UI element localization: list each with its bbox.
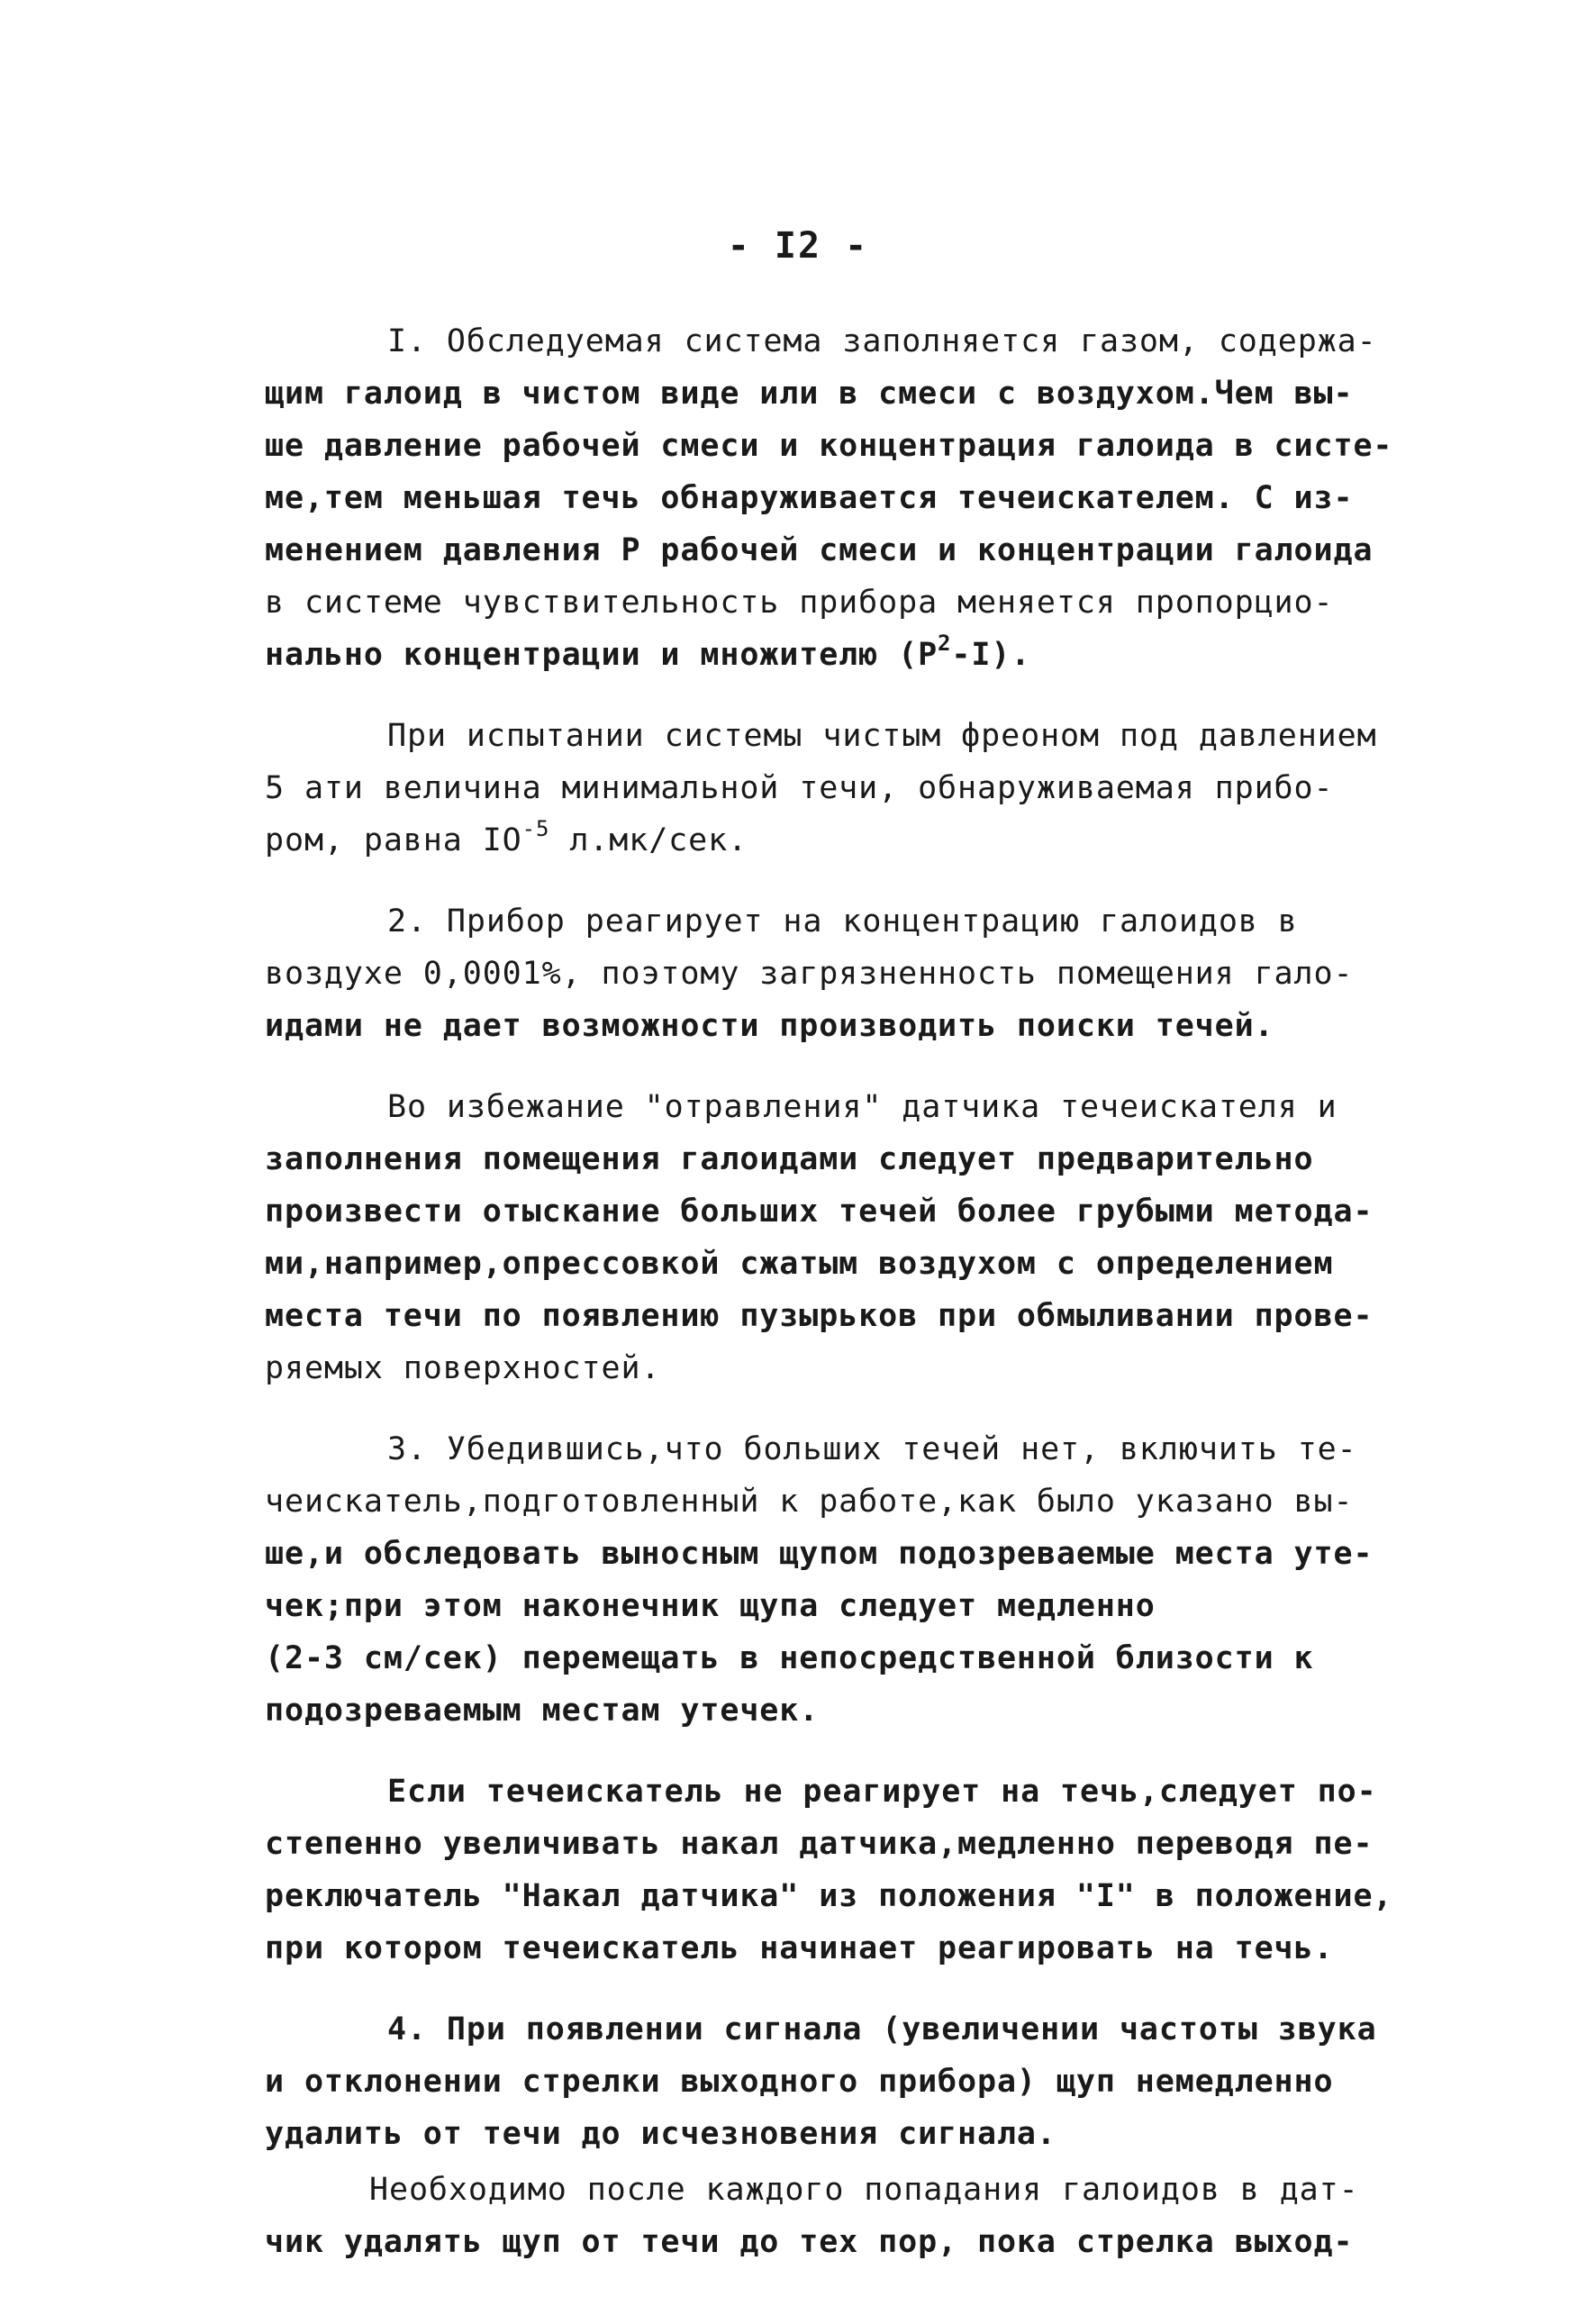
text-line: произвести отыскание больших течей более грубыми метода-	[265, 1194, 1374, 1230]
text-line: и отклонении стрелки выходного прибора) щуп немедленно	[265, 2064, 1334, 2100]
text-line: При испытании системы чистым фреоном под давлением	[387, 718, 1377, 754]
formula-text: -I).	[951, 637, 1031, 673]
paragraph-5	[265, 1423, 1463, 1737]
paragraph-2	[265, 710, 1463, 867]
paragraph-1	[265, 315, 1463, 681]
formula-text: л.мк/сек.	[549, 822, 748, 858]
text-line: (2-3 см/сек) перемещать в непосредственной близости к	[265, 1640, 1314, 1676]
paragraph-4	[265, 1081, 1463, 1394]
text-line: при котором течеискатель начинает реагировать на течь.	[265, 1930, 1334, 1966]
text-line: ше,и обследовать выносным щупом подозреваемые места уте-	[265, 1536, 1374, 1572]
document-body	[265, 315, 1463, 2297]
paragraph-3	[265, 895, 1463, 1052]
text-line: ше давление рабочей смеси и концентрация галоида в систе-	[265, 428, 1393, 464]
text-line: менением давления Р рабочей смеси и концентрации галоида	[265, 532, 1374, 568]
formula-exponent: 2	[938, 631, 952, 656]
page-number: - I2 -	[727, 225, 869, 267]
text-line: в системе чувствительность прибора меняется пропорцио-	[265, 585, 1334, 621]
text-line: Если течеискатель не реагирует на течь,следует по-	[387, 1774, 1377, 1810]
paragraph-6	[265, 1766, 1463, 1975]
text-line: удалить от течи до исчезновения сигнала.	[265, 2116, 1056, 2152]
text-line: воздухе 0,0001%, поэтому загрязненность помещения гало-	[265, 956, 1354, 992]
text-line: заполнения помещения галоидами следует предварительно	[265, 1141, 1314, 1177]
text-line: Во избежание "отравления" датчика течеискателя и	[387, 1089, 1338, 1125]
text-line: I. Обследуемая система заполняется газом, содержа-	[387, 323, 1377, 359]
text-line: чеискатель,подготовленный к работе,как было указано вы-	[265, 1484, 1354, 1520]
text-line: степенно увеличивать накал датчика,медленно переводя пе-	[265, 1826, 1374, 1862]
text-line: 2. Прибор реагирует на концентрацию галоидов в	[387, 903, 1298, 940]
text-line: ми,например,опрессовкой сжатым воздухом с определением	[265, 1246, 1334, 1282]
text-line: 4. При появлении сигнала (увеличении частоты звука	[387, 2011, 1377, 2047]
text-line: щим галоид в чистом виде или в смеси с воздухом.Чем вы-	[265, 376, 1354, 412]
formula-text: ром, равна IO	[265, 822, 522, 858]
formula-text: нально концентрации и множителю (Р	[265, 637, 939, 673]
formula-line	[265, 814, 1463, 867]
formula-line	[265, 629, 1463, 681]
paragraph-8	[265, 2164, 1463, 2268]
text-line: 5 ати величина минимальной течи, обнаруживаемая прибо-	[265, 770, 1334, 806]
text-line: ряемых поверхностей.	[265, 1350, 661, 1386]
text-line: места течи по появлению пузырьков при обмыливании прове-	[265, 1298, 1374, 1334]
text-line: чек;при этом наконечник щупа следует медленно	[265, 1588, 1156, 1624]
formula-exponent: -5	[521, 816, 550, 841]
text-line: подозреваемым местам утечек.	[265, 1693, 820, 1729]
text-line: ме,тем меньшая течь обнаруживается течеискателем. С из-	[265, 480, 1354, 516]
text-line: идами не дает возможности производить поиски течей.	[265, 1008, 1274, 1044]
text-line: чик удалять щуп от течи до тех пор, пока стрелка выход-	[265, 2224, 1354, 2260]
text-line: реключатель "Накал датчика" из положения "I" в положение,	[265, 1878, 1393, 1914]
paragraph-7	[265, 2003, 1463, 2160]
text-line: Необходимо после каждого попадания галоидов в дат-	[369, 2172, 1359, 2208]
text-line: 3. Убедившись,что больших течей нет, включить те-	[387, 1431, 1357, 1467]
